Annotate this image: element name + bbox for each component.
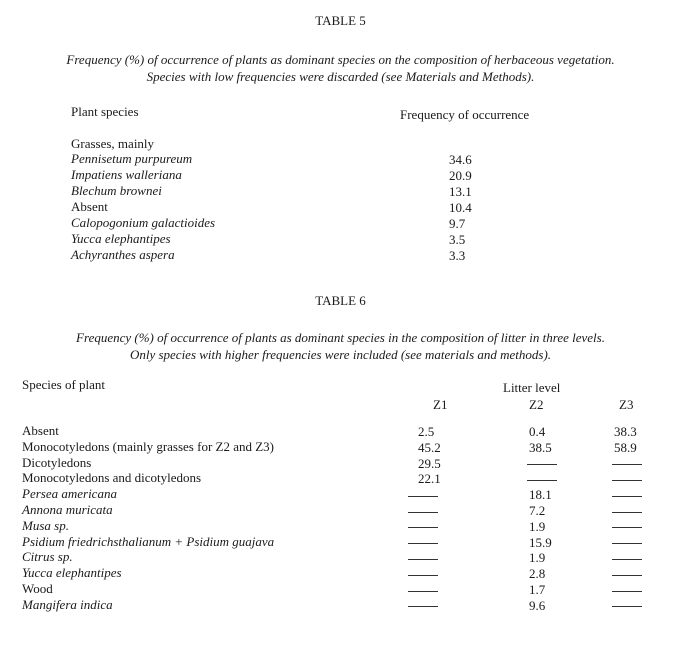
table6-dash-z2 bbox=[527, 456, 557, 471]
table5-row-value: 9.7 bbox=[449, 216, 466, 231]
table6-row-species: Persea americana bbox=[22, 486, 117, 502]
empty-cell-dash bbox=[408, 496, 438, 497]
table6-dash-z3 bbox=[612, 550, 642, 565]
table6-dash-z3 bbox=[612, 566, 642, 581]
empty-cell-dash bbox=[612, 559, 642, 560]
table6-dash-z3 bbox=[612, 487, 642, 502]
table6-dash-z3 bbox=[612, 535, 642, 550]
table5-row-value: 3.3 bbox=[449, 248, 466, 263]
empty-cell-dash bbox=[408, 591, 438, 592]
table6-cell-z1: 2.5 bbox=[418, 424, 435, 439]
table6-cell-z1: 29.5 bbox=[418, 455, 441, 471]
table6-cell-z2: 0.4 bbox=[529, 424, 546, 439]
table6-dash-z1 bbox=[408, 535, 438, 550]
table6-dash-z1 bbox=[408, 582, 438, 597]
table6-cell-z2: 9.6 bbox=[529, 597, 546, 613]
empty-cell-dash bbox=[612, 575, 642, 576]
table6-cell-z2: 18.1 bbox=[529, 487, 552, 503]
table6-caption-line1: Frequency (%) of occurrence of plants as dominant species in the composition of litter in three levels. bbox=[76, 330, 605, 345]
table5-title: TABLE 5 bbox=[315, 13, 366, 28]
table6-dash-z1 bbox=[408, 487, 438, 502]
table5-col-species: Plant species bbox=[71, 104, 139, 119]
table5-row-species: Yucca elephantipes bbox=[71, 231, 171, 246]
table5-row-species: Impatiens walleriana bbox=[71, 167, 182, 182]
empty-cell-dash bbox=[408, 559, 438, 560]
empty-cell-dash bbox=[612, 543, 642, 544]
table6-row-species: Musa sp. bbox=[22, 517, 69, 533]
table6-row-species: Citrus sp. bbox=[22, 549, 73, 565]
table6-row-species: Monocotyledons and dicotyledons bbox=[22, 470, 202, 486]
table6-row-species: Absent bbox=[22, 423, 59, 438]
table6-row-species: Wood bbox=[22, 581, 53, 596]
empty-cell-dash bbox=[408, 543, 438, 544]
table6-row-species: Dicotyledons bbox=[22, 454, 92, 470]
table6-dash-z3 bbox=[612, 503, 642, 518]
table6-dash-z2 bbox=[527, 471, 557, 486]
table5-row-value: 20.9 bbox=[449, 168, 472, 183]
table5-row-species: Achyranthes aspera bbox=[71, 247, 175, 262]
table6-cell-z2: 15.9 bbox=[529, 534, 552, 550]
empty-cell-dash bbox=[408, 575, 438, 576]
table6-cell-z1: 22.1 bbox=[418, 471, 441, 487]
table6-cell-z2: 1.7 bbox=[529, 582, 546, 597]
empty-cell-dash bbox=[612, 496, 642, 497]
table6-col-species: Species of plant bbox=[22, 377, 106, 392]
empty-cell-dash bbox=[408, 606, 438, 607]
table6-cell-z3: 58.9 bbox=[614, 439, 637, 455]
table6-cell-z2: 1.9 bbox=[529, 550, 546, 566]
table6-cell-z2: 7.2 bbox=[529, 503, 546, 518]
empty-cell-dash bbox=[408, 527, 438, 528]
table6-col-group: Litter level bbox=[503, 380, 561, 395]
table5-row-species: Calopogonium galactioides bbox=[71, 215, 216, 230]
empty-cell-dash bbox=[612, 480, 642, 481]
table6-title: TABLE 6 bbox=[315, 293, 366, 308]
table6-cell-z2: 2.8 bbox=[529, 566, 546, 582]
table5-row-species: Blechum brownei bbox=[71, 183, 162, 198]
table6-dash-z1 bbox=[408, 566, 438, 581]
empty-cell-dash bbox=[408, 512, 438, 513]
table6-dash-z1 bbox=[408, 550, 438, 565]
table5-row-value: 13.1 bbox=[449, 184, 472, 199]
empty-cell-dash bbox=[612, 464, 642, 465]
table6-cell-z1: 45.2 bbox=[418, 439, 441, 455]
table6-col-z1: Z1 bbox=[433, 397, 448, 412]
table6-cell-z2: 38.5 bbox=[529, 439, 552, 455]
table6-row-species: Psidium friedrichsthalianum + Psidium guajava bbox=[22, 533, 275, 549]
table5-row-value: 34.6 bbox=[449, 152, 472, 167]
table6-col-z2: Z2 bbox=[529, 397, 544, 412]
table5-row-species: Absent bbox=[71, 199, 108, 214]
empty-cell-dash bbox=[527, 464, 557, 465]
table6-dash-z3 bbox=[612, 456, 642, 471]
empty-cell-dash bbox=[612, 591, 642, 592]
table6-dash-z3 bbox=[612, 582, 642, 597]
table5-group-label: Grasses, mainly bbox=[71, 136, 155, 151]
table6-dash-z3 bbox=[612, 519, 642, 534]
table5-caption-line2: Species with low frequencies were discarded (see Materials and Methods). bbox=[146, 69, 535, 84]
table6-dash-z1 bbox=[408, 503, 438, 518]
table5-row-value: 3.5 bbox=[449, 232, 466, 247]
table6-dash-z3 bbox=[612, 598, 642, 613]
table5-caption-line1: Frequency (%) of occurrence of plants as dominant species on the composition of herbaceous vegetation. bbox=[66, 52, 615, 67]
table6-dash-z3 bbox=[612, 471, 642, 486]
table6-row-species: Monocotyledons (mainly grasses for Z2 and Z3) bbox=[22, 438, 275, 454]
table6-col-z3: Z3 bbox=[619, 397, 634, 412]
table6-cell-z3: 38.3 bbox=[614, 424, 637, 439]
table6-dash-z1 bbox=[408, 519, 438, 534]
empty-cell-dash bbox=[612, 606, 642, 607]
empty-cell-dash bbox=[527, 480, 557, 481]
table5-row-species: Pennisetum purpureum bbox=[71, 151, 193, 166]
table6-row-species: Annona muricata bbox=[22, 502, 113, 517]
empty-cell-dash bbox=[612, 512, 642, 513]
table5-row-value: 10.4 bbox=[449, 200, 472, 215]
table5-col-frequency: Frequency of occurrence bbox=[400, 107, 530, 122]
table6-cell-z2: 1.9 bbox=[529, 518, 546, 534]
table6-caption-line2: Only species with higher frequencies were included (see materials and methods). bbox=[129, 347, 552, 362]
empty-cell-dash bbox=[612, 527, 642, 528]
table6-row-species: Yucca elephantipes bbox=[22, 565, 122, 581]
table6-row-species: Mangifera indica bbox=[22, 596, 113, 612]
table6-dash-z1 bbox=[408, 598, 438, 613]
